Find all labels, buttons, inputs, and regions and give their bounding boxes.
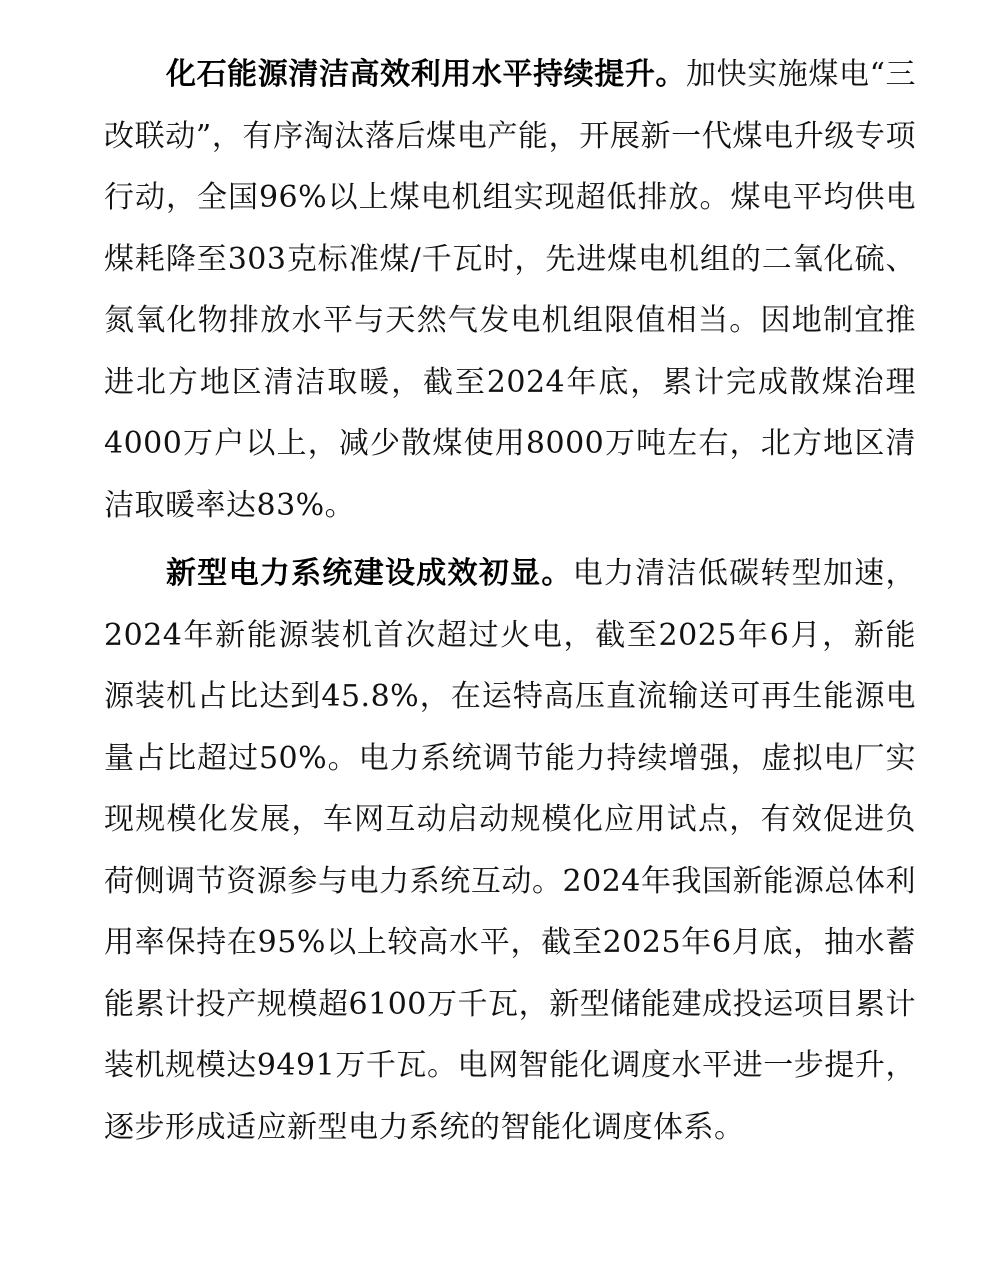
paragraph-lead-heading: 化石能源清洁高效利用水平持续提升。 xyxy=(166,57,687,92)
paragraph-lead-heading: 新型电力系统建设成效初显。 xyxy=(166,556,573,591)
paragraph-body-text: 加快实施煤电“三改联动”，有序淘汰落后煤电产能，开展新一代煤电升级专项行动，全国96%以上煤电机组实现超低排放。煤电平均供电煤耗降至303克标准煤/千瓦时，先进煤电机组的二氧化硫、氮氧化物排放水平与天然气发电机组限值相当。因地制宜推进北方地区清洁取暖，截至2024年底，累计完成散煤治理4000万户以上，减少散煤使用8000万吨左右，北方地区清洁取暖率达83%。 xyxy=(104,57,916,523)
paragraph-new-power-system xyxy=(104,543,916,1158)
paragraph-fossil-energy xyxy=(104,44,916,536)
paragraph-body-text: 电力清洁低碳转型加速，2024年新能源装机首次超过火电，截至2025年6月，新能源装机占比达到45.8%，在运特高压直流输送可再生能源电量占比超过50%。电力系统调节能力持续增强，虚拟电厂实现规模化发展，车网互动启动规模化应用试点，有效促进负荷侧调节资源参与电力系统互动。2024年我国新能源总体利用率保持在95%以上较高水平，截至2025年6月底，抽水蓄能累计投产规模超6100万千瓦，新型储能建成投运项目累计装机规模达9491万千瓦。电网智能化调度水平进一步提升，逐步形成适应新型电力系统的智能化调度体系。 xyxy=(104,556,917,1145)
